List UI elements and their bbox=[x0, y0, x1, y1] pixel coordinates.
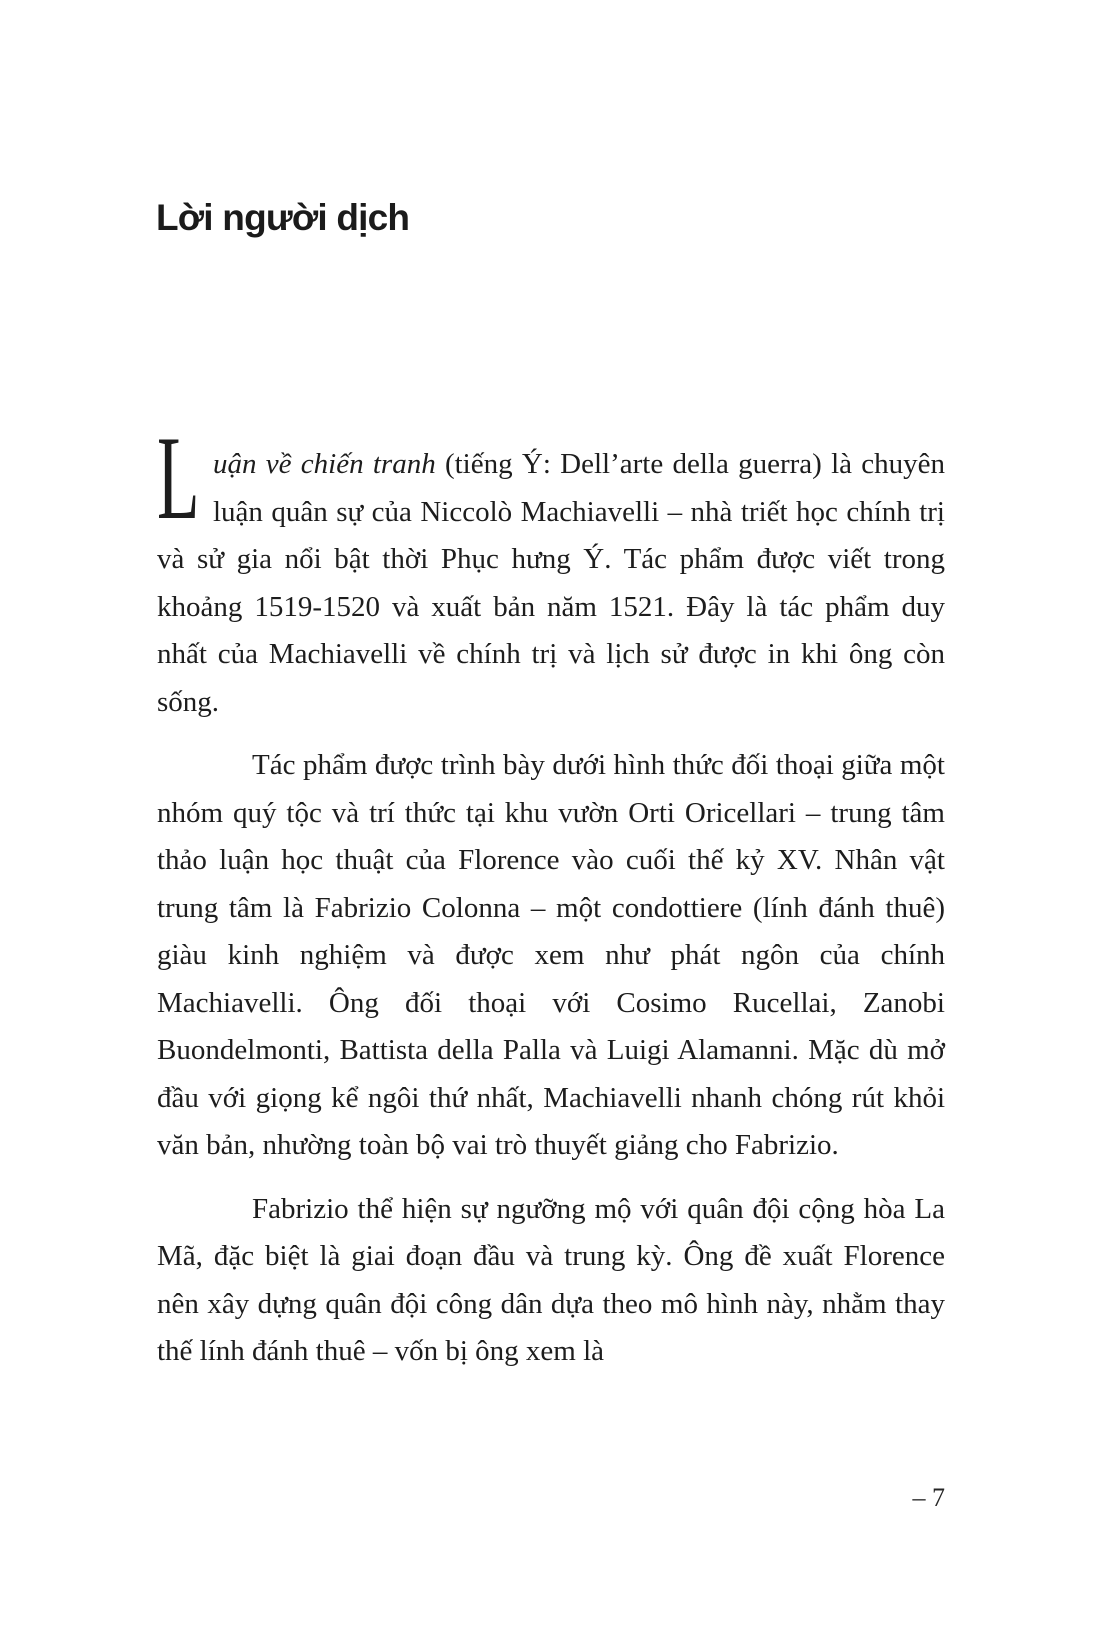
paragraph-intro-text: (tiếng Ý: Dell’arte della guerra) là chuyên luận quân sự của Niccolò Machiavelli – nhà triết học chính trị và sử gia nổi bật thời Phục hưng Ý. Tác phẩm được viết trong khoảng 1519-1520 và xuất bản năm 1521. Đây là tác phẩm duy nhất của Machiavelli về chính trị và lịch sử được in khi ông còn sống. bbox=[157, 448, 946, 718]
paragraph-fabrizio: Fabrizio thể hiện sự ngưỡng mộ với quân đội cộng hòa La Mã, đặc biệt là giai đoạn đầu và trung kỳ. Ông đề xuất Florence nên xây dựng quân đội công dân dựa theo mô hình này, nhằm thay thế lính đánh thuê – vốn bị ông xem là bbox=[157, 1192, 945, 1367]
book-title-italic: uận về chiến tranh bbox=[213, 448, 436, 480]
paragraph-dialogue: Tác phẩm được trình bày dưới hình thức đối thoại giữa một nhóm quý tộc và trí thức tại khu vườn Orti Oricellari – trung tâm thảo luận học thuật của Florence vào cuối thế kỷ XV. Nhân vật trung tâm là Fabrizio Colonna – một condottiere (lính đánh thuê) giàu kinh nghiệm và được xem như phát ngôn của chính Machiavelli. Ông đối thoại với Cosimo Rucellai, Zanobi Buondelmonti, Battista della Palla và Luigi Alamanni. Mặc dù mở đầu với giọng kể ngôi thứ nhất, Machiavelli nhanh chóng rút khỏi văn bản, nhường toàn bộ vai trò thuyết giảng cho Fabrizio. bbox=[157, 749, 945, 1161]
page-number: – 7 bbox=[912, 1483, 945, 1512]
dropcap-box bbox=[157, 411, 201, 544]
paragraph-intro bbox=[157, 411, 946, 726]
dropcap-letter: L bbox=[157, 411, 200, 544]
body-text bbox=[157, 411, 946, 1392]
page-title: Lời người dịch bbox=[156, 197, 410, 238]
